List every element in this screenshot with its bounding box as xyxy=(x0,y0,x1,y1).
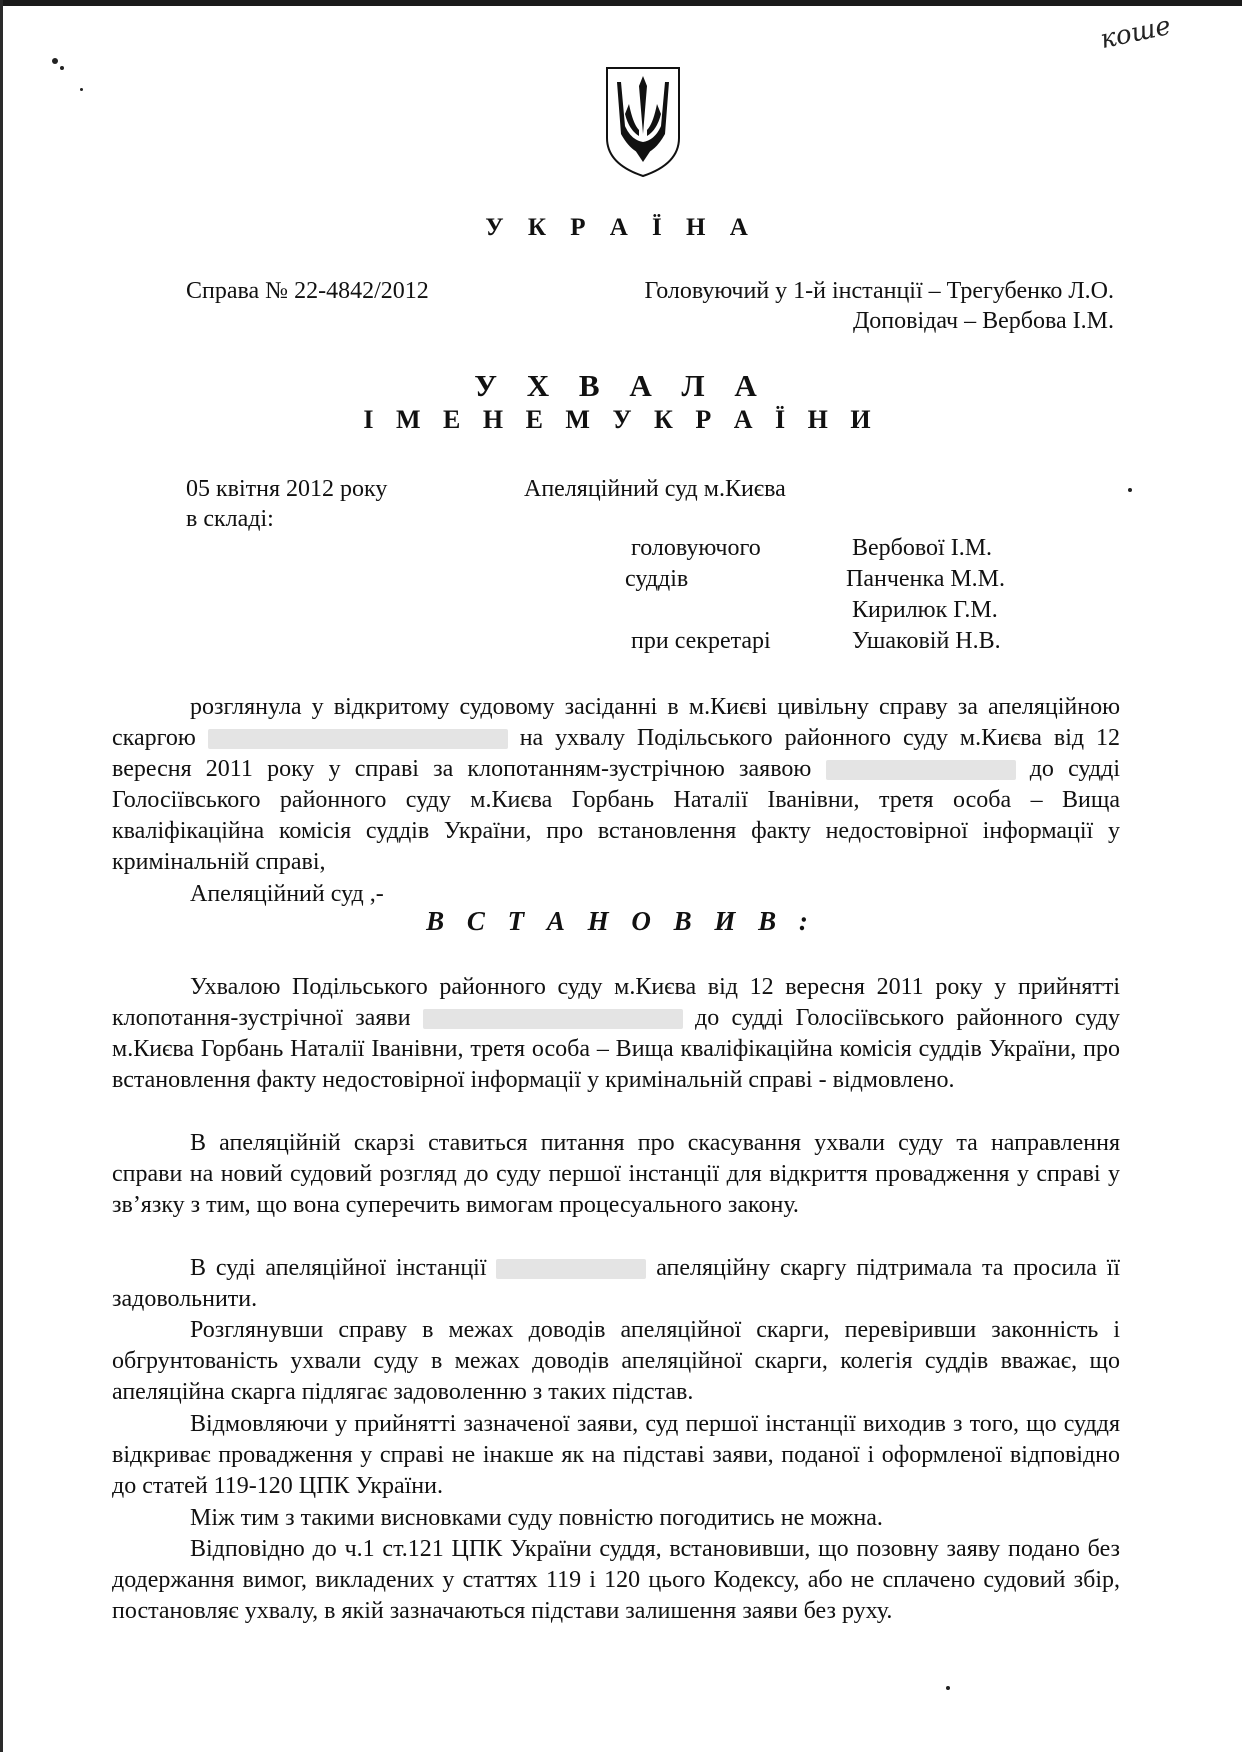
scan-border-top xyxy=(0,0,1242,6)
scan-speck xyxy=(946,1686,950,1690)
paragraph-text: на ухвалу Подільського районного суду м.Києва від 12 вересня 2011 року у справі за клопотанням-зустрічною заявою xyxy=(112,725,1121,782)
decision-date: 05 квітня 2012 року xyxy=(186,476,388,502)
redacted-name xyxy=(496,1259,646,1279)
document-title: У Х В А Л А xyxy=(474,368,768,403)
paragraph-text: до судді Голосіївського районного суду м.Києва Горбань Наталії Іванівни, третя особа – Вища кваліфікаційна комісія суддів України, про встановлення факту недостовірної інформації у кримінальній справі, xyxy=(112,756,1121,875)
intro-paragraph xyxy=(112,692,1120,878)
scan-speck xyxy=(60,66,64,70)
paragraph-text: Ухвалою Подільського районного суду м.Києва від 12 вересня 2011 року у прийнятті клопотання-зустрічної заяви xyxy=(112,974,1120,1031)
presiding-first-instance: Головуючий у 1-й інстанції – Трегубенко Л.О. xyxy=(644,278,1114,304)
rapporteur: Доповідач – Вербова І.М. xyxy=(852,308,1114,334)
body-paragraph: Розглянувши справу в межах доводів апеляційної скарги, перевіривши законність і обгрунтованість ухвали суду в межах доводів апеляційної скарги, колегія суддів вважає, що апеляційна скарга підлягає задоволенню з таких підстав. xyxy=(112,1317,1120,1405)
secretary-name: Ушаковій Н.В. xyxy=(852,628,1001,654)
body-paragraph xyxy=(112,1253,1120,1315)
document-subtitle: І М Е Н Е М У К Р А Ї Н И xyxy=(363,405,879,434)
body-paragraph: Відповідно до ч.1 ст.121 ЦПК України суддя, встановивши, що позовну заяву подано без додержання вимог, викладених у статтях 119 і 120 цього Кодексу, або не сплачено судовий збір, постановляє ухвалу, в якій зазначаються підстави залишення заяви без руху. xyxy=(112,1536,1120,1624)
scan-speck xyxy=(1128,488,1132,492)
redacted-name xyxy=(826,760,1016,780)
redacted-name xyxy=(423,1009,683,1029)
paragraph-text: розглянула у відкритому судовому засіданні в м.Києві цивільну справу за апеляційною скаргою xyxy=(112,694,1120,751)
court-name: Апеляційний суд м.Києва xyxy=(524,476,786,502)
paragraph-text: до судді Голосіївського районного суду м.Києва Горбань Наталії Іванівни, третя особа – Вища кваліфікаційна комісія суддів України, про встановлення факту недостовірної інформації у кримінальній справі - відмовлено. xyxy=(112,1005,1121,1093)
scan-border-left xyxy=(0,0,3,1752)
presiding-judge-name: Вербової І.М. xyxy=(852,535,993,561)
judge-name: Кирилюк Г.М. xyxy=(852,597,998,623)
paragraph-text: апеляційну скаргу підтримала та просила її задовольнити. xyxy=(112,1255,1121,1312)
judges-label: суддів xyxy=(625,566,689,592)
body-paragraph: Відмовляючи у прийнятті зазначеної заяви, суд першої інстанції виходив з того, що суддя відкриває провадження у справі не інакше як на підставі заяви, поданої і оформленої відповідно до статей 119-120 ЦПК України. xyxy=(112,1411,1120,1499)
country-heading: У К Р А Ї Н А xyxy=(485,214,757,241)
case-number: Справа № 22-4842/2012 xyxy=(186,278,429,304)
presiding-label: головуючого xyxy=(631,535,761,561)
scan-speck xyxy=(80,88,83,91)
scan-speck xyxy=(52,58,58,64)
body-paragraph xyxy=(112,972,1120,1096)
redacted-name xyxy=(208,729,508,749)
body-paragraph: Між тим з такими висновками суду повністю погодитись не можна. xyxy=(190,1505,883,1531)
body-paragraph: В апеляційній скарзі ставиться питання про скасування ухвали суду та направлення справи на новий судовий розгляд до суду першої інстанції для відкриття провадження у справі у зв’язку з тим, що вона суперечить вимогам процесуального закону. xyxy=(112,1130,1120,1218)
handwritten-note: коше xyxy=(1097,10,1174,56)
judge-name: Панченка М.М. xyxy=(846,566,1006,592)
established-heading: В С Т А Н О В И В : xyxy=(426,906,816,936)
paragraph-text: В суді апеляційної інстанції xyxy=(190,1255,487,1281)
coat-of-arms-icon xyxy=(603,64,683,178)
composition-label: в складі: xyxy=(186,506,274,532)
intro-closing: Апеляційний суд ,- xyxy=(190,881,384,907)
secretary-label: при секретарі xyxy=(631,628,771,654)
